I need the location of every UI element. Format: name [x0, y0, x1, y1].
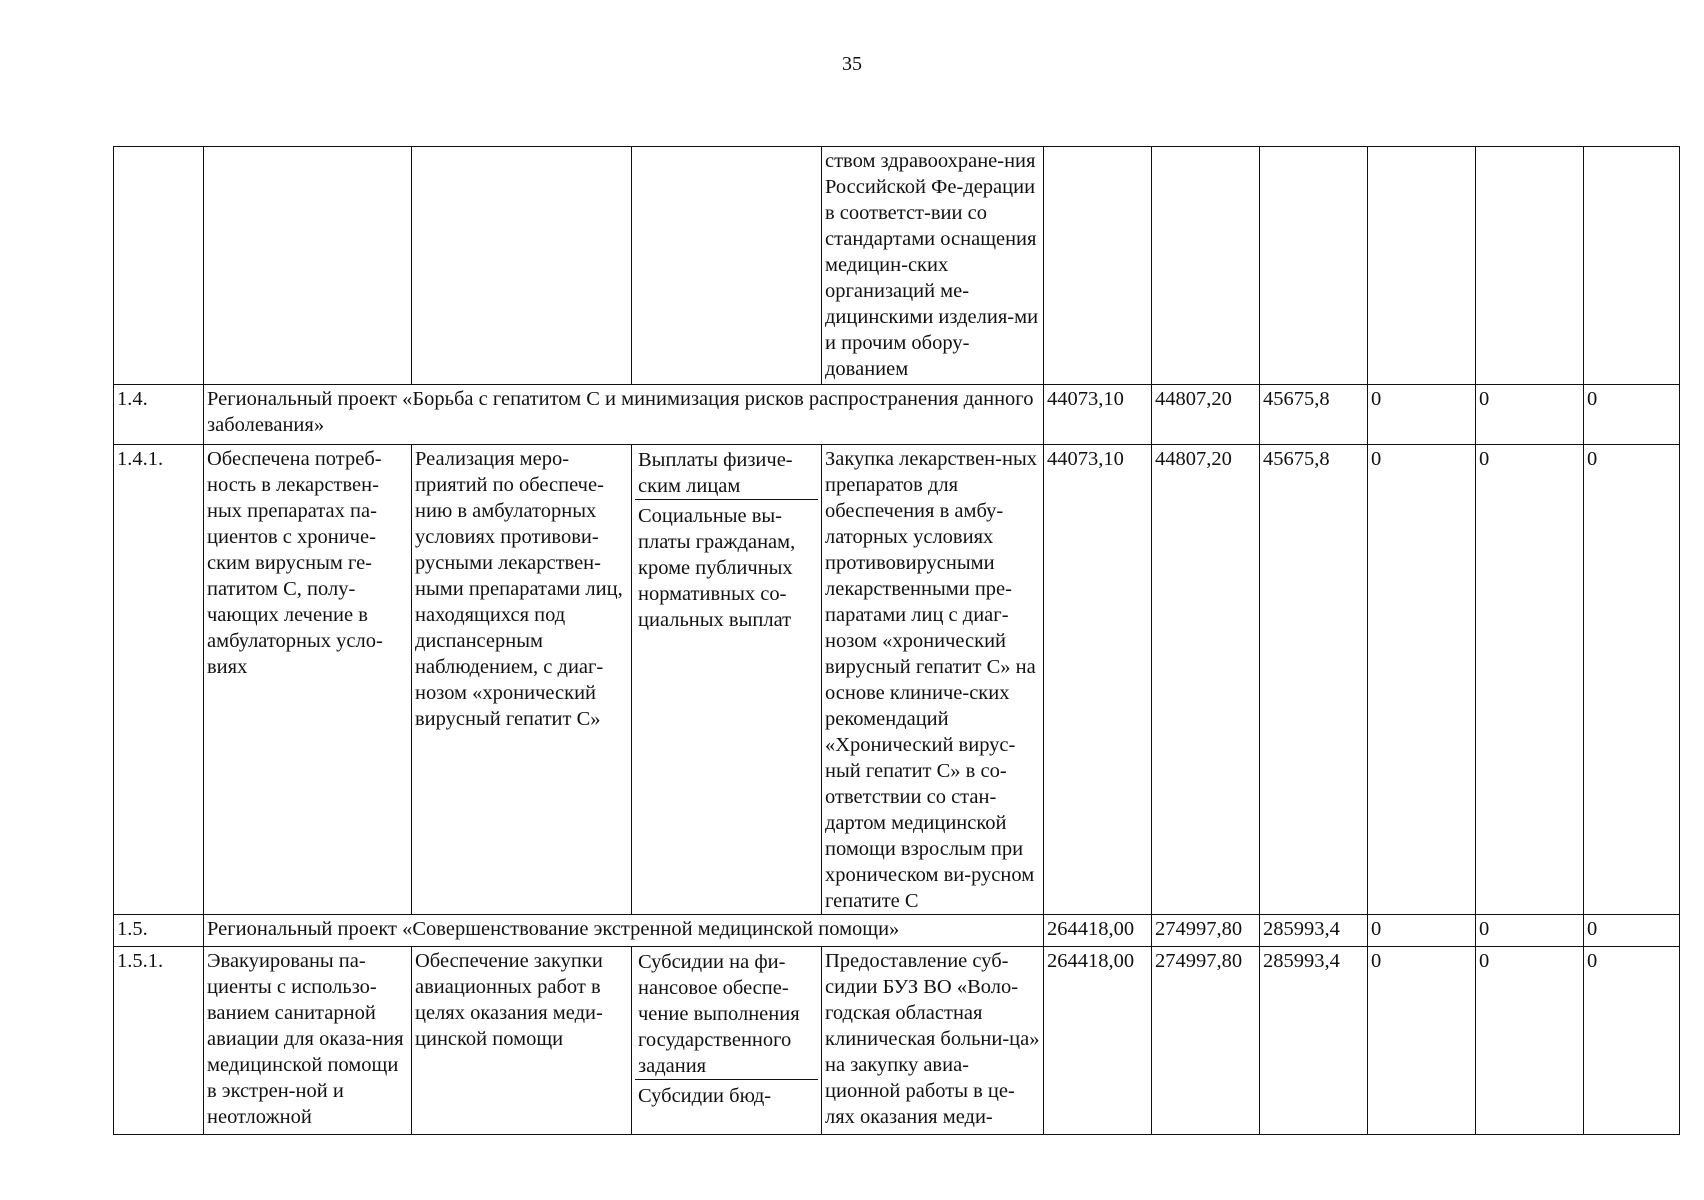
table-row — [114, 445, 1680, 915]
cell-value: 264418,00 — [1044, 915, 1152, 947]
cell-value: 0 — [1476, 445, 1584, 915]
cell-value — [1152, 147, 1260, 385]
cell-value: 274997,80 — [1152, 947, 1260, 1135]
cell-expense — [632, 947, 822, 1135]
cell-value: 44807,20 — [1152, 385, 1260, 445]
cell-value: 0 — [1584, 915, 1680, 947]
cell-value: 0 — [1476, 915, 1584, 947]
cell-value: 0 — [1476, 385, 1584, 445]
cell-result — [204, 147, 412, 385]
expense-subtype: Субсидии бюд- — [638, 1085, 772, 1107]
cell-project-title: Региональный проект «Борьба с гепатитом С и минимизация рисков распространения данного заболевания» — [204, 385, 1044, 445]
cell-value: 44073,10 — [1044, 385, 1152, 445]
table-row — [114, 147, 1680, 385]
cell-description: Закупка лекарствен-ных препаратов для обеспечения в амбу-латорных условиях противовирусными лекарственными пре-паратами лиц с диаг-нозом «хронический вирусный гепатит С» на основе клиниче-ских рекомендаций «Хронический вирус-ный гепатит С» в со-ответствии со стан-дартом медицинской помощи взрослым при хроническом ви-русном гепатите С — [822, 445, 1044, 915]
budget-table — [113, 146, 1680, 1135]
cell-value — [1260, 147, 1368, 385]
table-row — [114, 385, 1680, 445]
cell-value — [1584, 147, 1680, 385]
cell-description: ством здравоохране-ния Российской Фе-дерации в соответст-вии со стандартами оснащения медицин-ских организаций ме-дицинскими изделия-ми и прочим обору-дованием — [822, 147, 1044, 385]
cell-value — [1044, 147, 1152, 385]
cell-number: 1.5.1. — [114, 947, 204, 1135]
cell-value: 0 — [1584, 947, 1680, 1135]
cell-value: 285993,4 — [1260, 947, 1368, 1135]
cell-value: 44807,20 — [1152, 445, 1260, 915]
expense-type: Субсидии на фи-нансовое обеспе-чение выполнения государственного задания — [635, 948, 818, 1080]
cell-value: 0 — [1368, 915, 1476, 947]
table-row — [114, 947, 1680, 1135]
table-row — [114, 915, 1680, 947]
cell-result: Эвакуированы па-циенты с использо-ванием санитарной авиации для оказа-ния медицинской помощи в экстрен-ной и неотложной — [204, 947, 412, 1135]
cell-value: 264418,00 — [1044, 947, 1152, 1135]
cell-measure: Обеспечение закупки авиационных работ в целях оказания меди-цинской помощи — [412, 947, 632, 1135]
cell-value: 44073,10 — [1044, 445, 1152, 915]
expense-type: Выплаты физиче-ским лицам — [635, 446, 818, 500]
cell-value: 45675,8 — [1260, 385, 1368, 445]
cell-value — [1368, 147, 1476, 385]
cell-value: 0 — [1476, 947, 1584, 1135]
page-number: 35 — [842, 53, 862, 75]
cell-measure: Реализация меро-приятий по обеспече-нию в амбулаторных условиях противови-русными лекарствен-ными препаратами лиц, находящихся под диспансерным наблюдением, с диаг-нозом «хронический вирусный гепатит С» — [412, 445, 632, 915]
cell-value: 0 — [1368, 445, 1476, 915]
cell-value: 0 — [1584, 445, 1680, 915]
cell-result: Обеспечена потреб-ность в лекарствен-ных препаратах па-циентов с хрониче-ским вирусным ге-патитом С, полу-чающих лечение в амбулаторных усло-виях — [204, 445, 412, 915]
expense-subtype: Социальные вы-платы гражданам, кроме публичных нормативных со-циальных выплат — [638, 505, 796, 631]
cell-measure — [412, 147, 632, 385]
cell-expense — [632, 147, 822, 385]
cell-number: 1.4. — [114, 385, 204, 445]
cell-value: 285993,4 — [1260, 915, 1368, 947]
cell-expense — [632, 445, 822, 915]
cell-description: Предоставление суб-сидии БУЗ ВО «Воло-годская областная клиническая больни-ца» на закупку авиа-ционной работы в це-лях оказания меди- — [822, 947, 1044, 1135]
cell-value — [1476, 147, 1584, 385]
cell-value: 0 — [1368, 947, 1476, 1135]
cell-number: 1.5. — [114, 915, 204, 947]
cell-project-title: Региональный проект «Совершенствование экстренной медицинской помощи» — [204, 915, 1044, 947]
cell-value: 45675,8 — [1260, 445, 1368, 915]
cell-value: 0 — [1584, 385, 1680, 445]
cell-number — [114, 147, 204, 385]
cell-value: 0 — [1368, 385, 1476, 445]
cell-number: 1.4.1. — [114, 445, 204, 915]
cell-value: 274997,80 — [1152, 915, 1260, 947]
